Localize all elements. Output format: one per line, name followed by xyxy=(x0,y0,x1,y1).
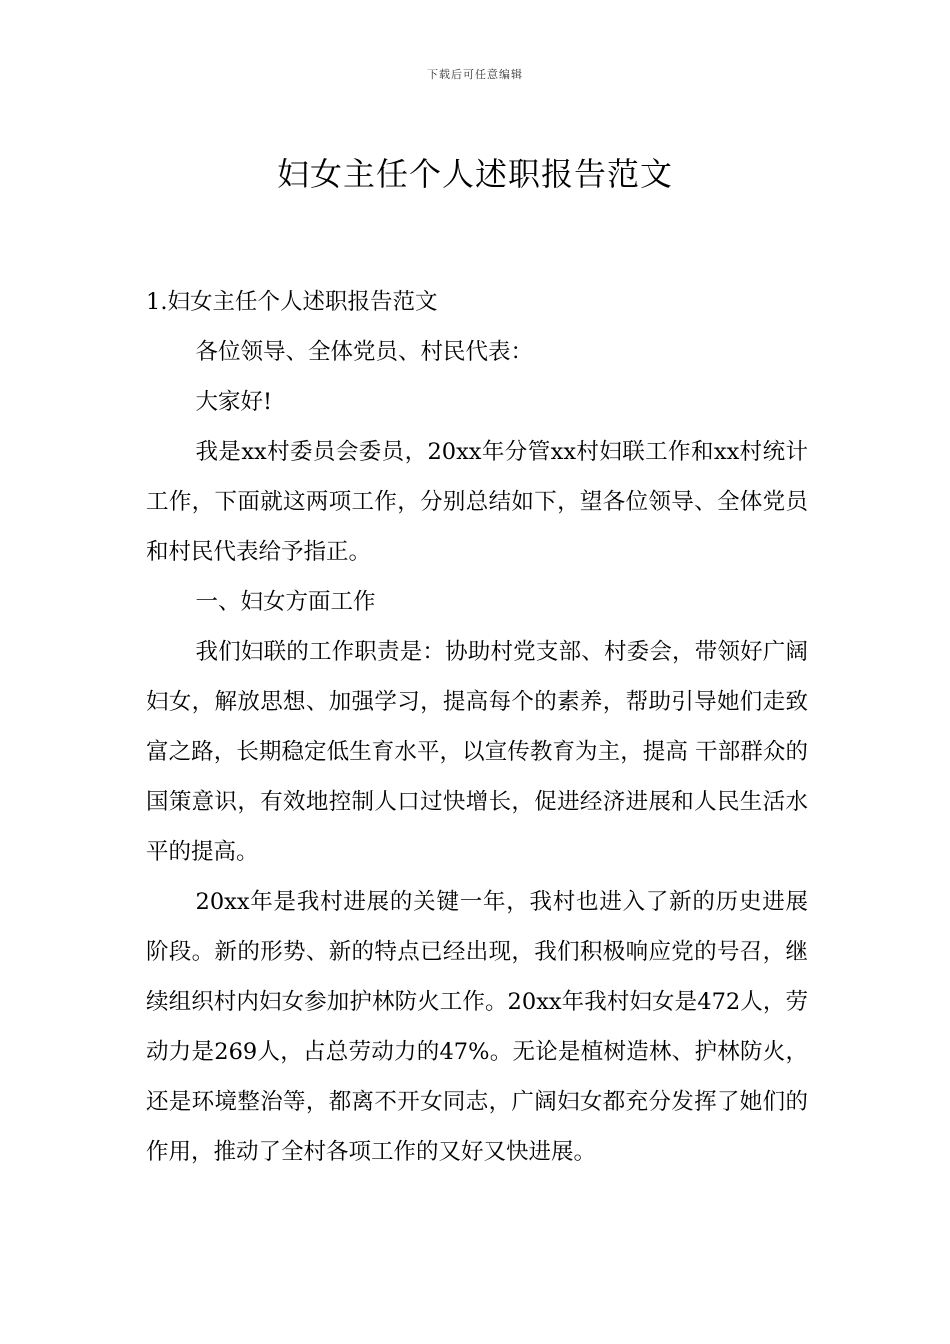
greeting: 大家好! xyxy=(195,389,273,415)
subheading-women-work: 一、妇女方面工作 xyxy=(195,589,376,615)
paragraph-intro: 我是xx村委员会委员，20xx年分管xx村妇联工作和xx村统计工作，下面就这两项工作，分别总结如下，望各位领导、全体党员和村民代表给予指正。 xyxy=(146,439,808,565)
salutation: 各位领导、全体党员、村民代表： xyxy=(195,339,534,365)
paragraph-duties: 我们妇联的工作职责是：协助村党支部、村委会，带领好广阔妇女，解放思想、加强学习，提高每个的素养，帮助引导她们走致富之路，长期稳定低生育水平，以宣传教育为主，提高 干部群众的国策意识，有效地控制人口过快增长，促进经济进展和人民生活水平的提高。 xyxy=(146,639,808,865)
paragraph-progress: 20xx年是我村进展的关键一年，我村也进入了新的历史进展阶段。新的形势、新的特点已经出现，我们积极响应党的号召，继续组织村内妇女参加护林防火工作。20xx年我村妇女是472人，劳动力是269人，占总劳动力的47%。无论是植树造林、护林防火，还是环境整治等，都离不开女同志，广阔妇女都充分发挥了她们的作用，推动了全村各项工作的又好又快进展。 xyxy=(146,889,808,1165)
header-note: 下载后可任意编辑 xyxy=(427,68,523,81)
document-body xyxy=(146,277,808,1177)
section-heading: 1.妇女主任个人述职报告范文 xyxy=(146,289,438,315)
document-title: 妇女主任个人述职报告范文 xyxy=(276,155,673,194)
